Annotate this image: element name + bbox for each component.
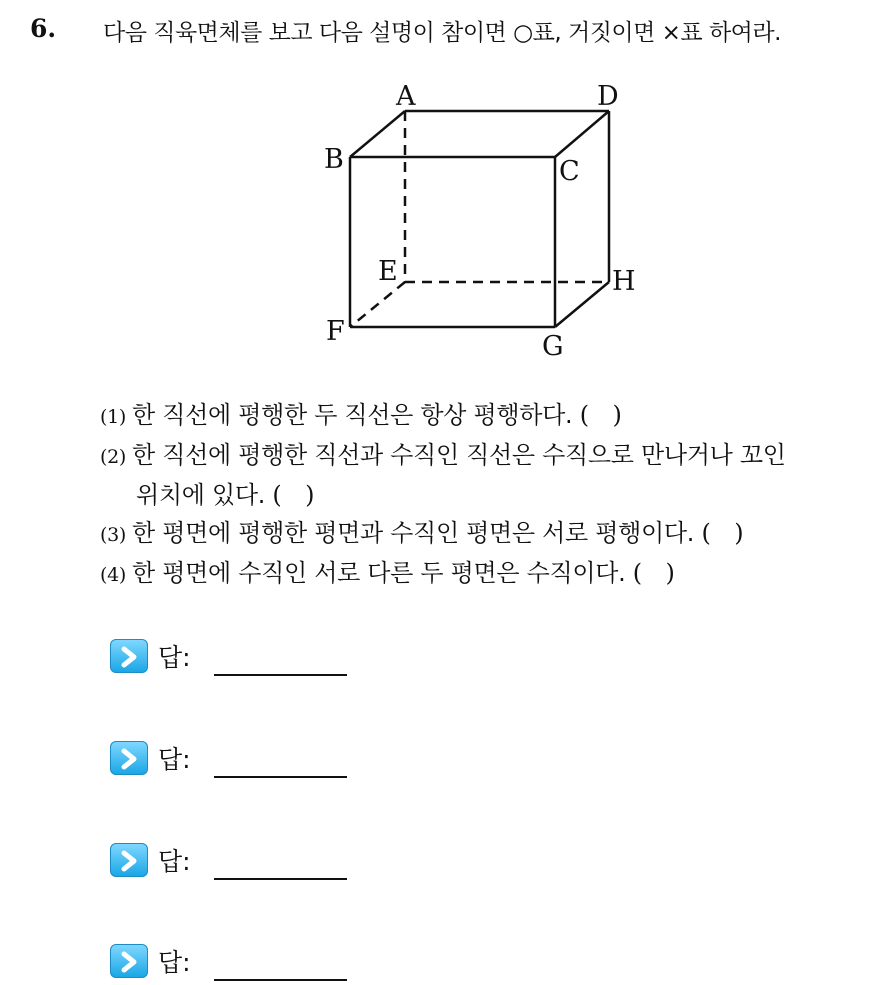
vertex-label-g: G (542, 331, 564, 362)
statement-number: (4) (100, 564, 127, 586)
statement-2 (100, 436, 786, 514)
chevron-right-icon (110, 639, 148, 673)
answer-blank: ( ) (701, 519, 744, 547)
statement-number: (2) (100, 446, 127, 468)
question-text: 다음 직육면체를 보고 다음 설명이 참이면 ○표, 거짓이면 ×표 하여라. (103, 20, 781, 46)
edge-cd (555, 111, 609, 157)
chevron-right-icon (110, 944, 148, 978)
chevron-right-icon (110, 741, 148, 775)
statement-number: (3) (100, 524, 127, 546)
answer-row-1 (110, 636, 370, 676)
vertex-label-h: H (612, 266, 636, 297)
answer-row-4 (110, 941, 370, 981)
statement-text: 한 평면에 평행한 평면과 수직인 평면은 서로 평행이다. (132, 519, 695, 547)
question-number: 6. (30, 14, 57, 43)
cuboid-diagram (310, 78, 650, 368)
statement-text: 한 직선에 평행한 직선과 수직인 직선은 수직으로 만나거나 꼬인 (132, 441, 786, 469)
vertex-label-e: E (378, 256, 398, 287)
statement-text-continued: 위치에 있다. (136, 481, 266, 509)
answer-row-3 (110, 840, 370, 880)
vertex-label-f: F (326, 316, 345, 347)
chevron-right-icon (110, 843, 148, 877)
statement-text: 한 평면에 수직인 서로 다른 두 평면은 수직이다. (132, 559, 626, 587)
edge-ba (350, 111, 405, 157)
answer-label: 답: (158, 847, 191, 876)
edge-gh (555, 282, 609, 327)
answer-input-line[interactable] (214, 674, 347, 676)
statement-4 (100, 554, 786, 594)
answer-input-line[interactable] (214, 979, 347, 981)
vertex-label-a: A (396, 81, 416, 112)
statement-text: 한 직선에 평행한 두 직선은 항상 평행하다. (132, 401, 573, 429)
vertex-label-d: D (597, 81, 619, 112)
statement-list (100, 396, 786, 594)
answer-label: 답: (158, 643, 191, 672)
answer-blank: ( ) (632, 559, 675, 587)
answer-blank: ( ) (272, 481, 315, 509)
statement-1 (100, 396, 786, 436)
answer-label: 답: (158, 745, 191, 774)
vertex-label-b: B (324, 144, 344, 175)
answer-input-line[interactable] (214, 776, 347, 778)
statement-3 (100, 514, 786, 554)
statement-continuation (100, 476, 786, 514)
vertex-label-c: C (559, 156, 580, 187)
cuboid-figure (310, 78, 650, 368)
answer-row-2 (110, 738, 370, 778)
answer-input-line[interactable] (214, 878, 347, 880)
answer-blank: ( ) (579, 401, 622, 429)
statement-number: (1) (100, 406, 127, 428)
answer-label: 답: (158, 948, 191, 977)
edge-ef-hidden (350, 282, 405, 327)
